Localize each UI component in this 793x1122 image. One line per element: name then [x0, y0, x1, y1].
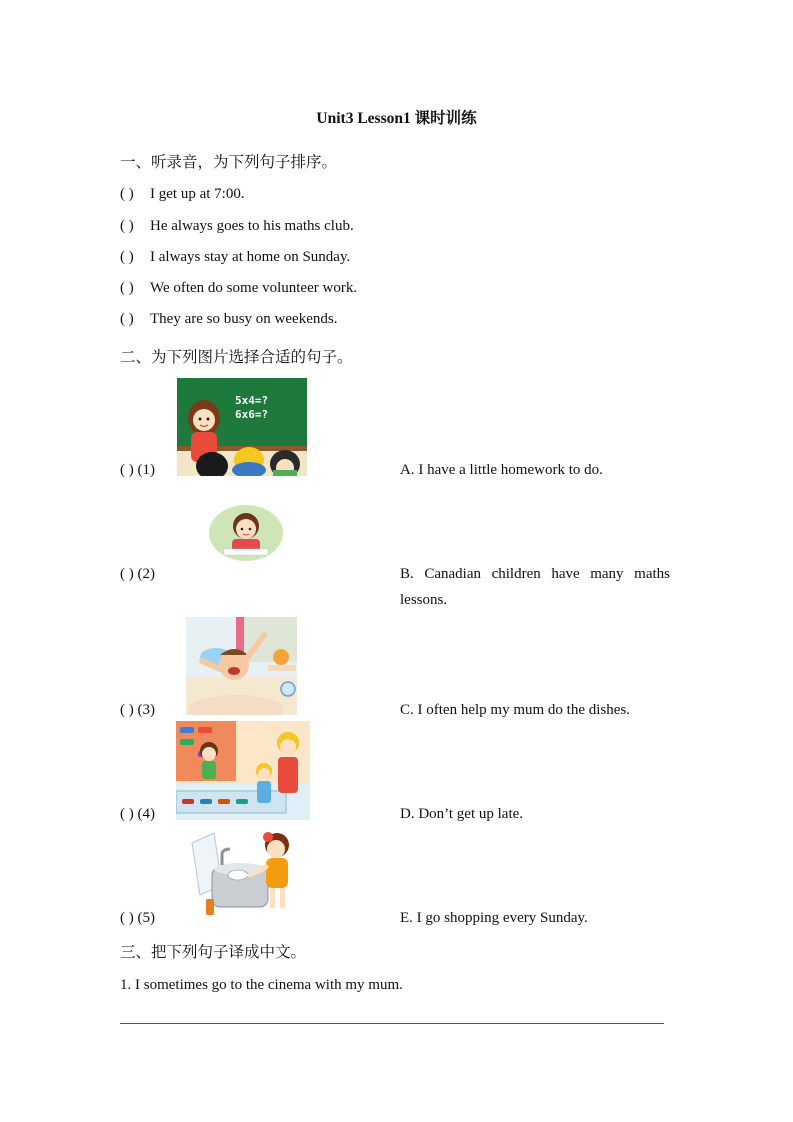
boy-waking-up-picture	[186, 617, 297, 715]
answer-blank[interactable]: ( )	[120, 218, 134, 234]
option-c: C. I often help my mum do the dishes.	[400, 702, 630, 718]
section-3-heading: 三、把下列句子译成中文。	[120, 944, 307, 961]
answer-blank[interactable]: ( )	[120, 280, 134, 296]
option-b	[400, 561, 670, 613]
list-item	[120, 186, 245, 203]
board-line-2: 6x6=?	[235, 408, 269, 421]
list-item	[120, 280, 357, 297]
sentence: I always stay at home on Sunday.	[150, 249, 351, 265]
list-item	[120, 249, 350, 266]
page-title: Unit3 Lesson1 课时训练	[316, 110, 477, 127]
answer-blank[interactable]: ( )	[120, 186, 134, 202]
option-b-line-2: lessons.	[400, 592, 448, 608]
picture-5-label[interactable]: ( ) (5)	[120, 910, 155, 926]
answer-blank[interactable]: ( )	[120, 249, 134, 265]
picture-2-label[interactable]: ( ) (2)	[120, 566, 155, 582]
option-a: A. I have a little homework to do.	[400, 462, 603, 478]
option-d: D. Don’t get up late.	[400, 806, 524, 822]
picture-3-label[interactable]: ( ) (3)	[120, 702, 155, 718]
answer-line[interactable]	[120, 1023, 664, 1024]
classroom-math-picture	[177, 378, 307, 476]
list-item	[120, 311, 337, 328]
picture-1-label[interactable]: ( ) (1)	[120, 462, 155, 478]
section-2-heading: 二、为下列图片选择合适的句子。	[120, 349, 353, 366]
girl-homework-picture	[208, 504, 284, 562]
shoe-shopping-picture	[176, 721, 310, 820]
option-e: E. I go shopping every Sunday.	[400, 910, 588, 926]
answer-blank[interactable]: ( )	[120, 311, 134, 327]
section-1-heading: 一、听录音，为下列句子排序。	[120, 154, 338, 171]
sentence: He always goes to his maths club.	[150, 218, 354, 234]
sentence: They are so busy on weekends.	[150, 311, 338, 327]
list-item	[120, 218, 354, 235]
sentence: I get up at 7:00.	[150, 186, 245, 202]
girl-washing-dishes-picture	[182, 825, 300, 922]
picture-4-label[interactable]: ( ) (4)	[120, 806, 155, 822]
sentence: We often do some volunteer work.	[150, 280, 358, 296]
board-line-1: 5x4=?	[235, 394, 269, 407]
translation-item: 1. I sometimes go to the cinema with my mum.	[120, 977, 403, 993]
option-b-line-1: B. Canadian children have many maths	[400, 566, 670, 582]
